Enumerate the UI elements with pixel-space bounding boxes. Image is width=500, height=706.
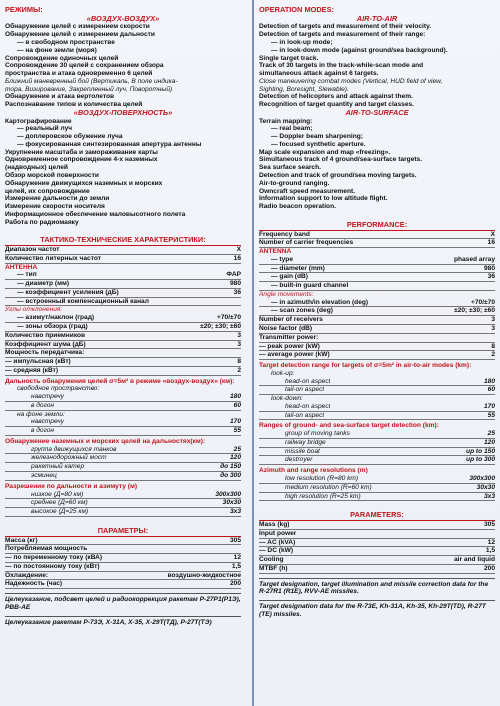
spec-value: 200: [229, 580, 241, 588]
performance-title: ТАКТИКО-ТЕХНИЧЕСКИЕ ХАРАКТЕРИСТИКИ:: [5, 236, 241, 246]
performance-title: PERFORMANCE:: [259, 221, 495, 231]
spec-value: 2: [491, 351, 495, 359]
spec-value: 300x300: [469, 474, 495, 482]
spec-label: high resolution (R=25 km): [285, 492, 361, 500]
spec-row: [5, 580, 241, 589]
spec-label: высокое (Д=25 км): [31, 508, 89, 516]
spec-value: ФАР: [226, 271, 241, 279]
spec-label: — по постоянному току (кВт): [5, 562, 100, 570]
spec-label: — по переменному току (кВА): [5, 554, 103, 562]
spec-label: — gain (dB): [271, 273, 308, 281]
spec-row: [5, 323, 241, 332]
mode-line: — in look-down mode (against ground/sea background).: [271, 46, 448, 54]
spec-label: Input power: [259, 529, 297, 537]
spec-value: 25: [233, 445, 241, 453]
spec-label: эсминец: [31, 471, 57, 479]
mode-line: — real beam;: [271, 125, 313, 133]
spec-label: — средняя (кВт): [5, 366, 59, 374]
spec-row: [5, 472, 241, 481]
spec-row: [5, 427, 241, 436]
mode-line: — in look-up mode;: [271, 39, 333, 46]
spec-value: ±20; ±30; ±60: [454, 307, 495, 315]
note-designation: Целеуказание ракетам Р-73Э, Х-31А, Х-35, Х-29Т(ТД), Р-27Т(ТЭ): [5, 616, 241, 627]
spec-row: [5, 271, 241, 280]
mode-line: — реальный луч: [17, 125, 73, 133]
mode-line: пространства и атака одновременно 6 целей: [5, 70, 153, 78]
mode-line: тора, Визирование, Закрепленный луч, Поворотный): [5, 85, 173, 93]
mode-line: Track of 30 targets in the track-while-scan mode and: [259, 62, 424, 70]
spec-row: [259, 343, 495, 352]
spec-value: 180: [483, 377, 495, 385]
spec-row: [5, 402, 241, 411]
spec-row: [5, 255, 241, 264]
mode-line: Сопровождение одиночных целей: [5, 54, 119, 62]
spec-row: [259, 493, 495, 502]
mode-line: Detection of helicopters and attack against them.: [259, 93, 413, 101]
spec-label: Frequency band: [259, 230, 310, 238]
note-designation: Целеуказание, подсвет целей и радиокоррекция ракетам Р-27Р1(Р1Э), РВВ-АЕ: [5, 593, 241, 612]
spec-row: [259, 307, 495, 316]
spec-row: [259, 530, 495, 539]
spec-row: [259, 521, 495, 530]
modes-title: РЕЖИМЫ:: [5, 5, 43, 14]
spec-value: 2: [237, 366, 241, 374]
spec-label: medium resolution (R=60 km): [285, 483, 372, 491]
spec-row: [5, 246, 241, 255]
spec-label: tail-on aspect: [285, 386, 325, 394]
spec-label: низкое (Д=80 км): [31, 490, 84, 498]
resolution-title: Azimuth and range resolutions (m): [259, 467, 368, 475]
spec-label: Number of carrier frequencies: [259, 239, 354, 247]
spec-label: Масса (кг): [5, 536, 38, 544]
russian-column: [5, 6, 241, 626]
spec-row: [5, 358, 241, 367]
spec-value: 170: [229, 418, 241, 426]
spec-label: — peak power (kW): [259, 342, 320, 350]
spec-row: [259, 475, 495, 484]
spec-row: [259, 565, 495, 574]
spec-value: 55: [233, 427, 241, 435]
mode-line: Detection of targets and measurement of their range:: [259, 31, 426, 39]
mode-line: — Doppler beam sharpening;: [271, 133, 363, 141]
spec-label: missile boat: [285, 447, 320, 455]
spec-label: группа движущихся танков: [31, 445, 117, 453]
resolution-title: Разрешение по дальности и азимуту (м): [5, 482, 138, 490]
spec-row: [5, 341, 241, 350]
ground-title: Обнаружение наземных и морских целей на дальностях(км):: [5, 437, 206, 445]
spec-label: в догон: [31, 427, 55, 435]
spec-label: Cooling: [259, 556, 284, 564]
mode-line: Owncraft speed measurement.: [259, 187, 356, 195]
spec-value: 1,5: [231, 562, 241, 570]
spec-label: destroyer: [285, 456, 313, 464]
spec-row: [5, 367, 241, 376]
spec-value: 305: [229, 536, 241, 544]
spec-label: навстречу: [31, 418, 64, 426]
spec-label: Noise factor (dB): [259, 324, 313, 332]
parameters-title: PARAMETERS:: [259, 511, 495, 521]
spec-value: 305: [483, 521, 495, 529]
range-subtitle: look-down:: [271, 395, 303, 403]
spec-label: — AC (kVA): [259, 538, 296, 546]
mode-line: Recognition of target quantity and target classes.: [259, 101, 414, 109]
spec-value: 3x3: [483, 492, 495, 500]
spec-row: [5, 545, 241, 554]
spec-value: воздушно-жидкостное: [167, 571, 241, 579]
spec-label: Диапазон частот: [5, 246, 60, 254]
spec-value: 12: [487, 538, 495, 546]
spec-row: [259, 412, 495, 421]
spec-value: 8: [237, 358, 241, 366]
mode-line: Radio beacon operation.: [259, 203, 336, 211]
spec-row: [259, 484, 495, 493]
mode-line: Работа по радиомаяку: [5, 218, 79, 226]
spec-value: 30x30: [222, 499, 241, 507]
spec-label: Number of receivers: [259, 316, 323, 324]
spec-value: 36: [487, 273, 495, 281]
spec-label: Охлаждение:: [5, 571, 49, 579]
spec-value: 200: [483, 564, 495, 572]
english-column: [259, 6, 495, 619]
spec-label: Количество приемников: [5, 331, 86, 339]
spec-row: [259, 439, 495, 448]
spec-value: 180: [229, 393, 241, 401]
note-designation: Target designation, target illumination and missile correction data for the R-27R1 (R1E), RVV-AE missiles.: [259, 578, 495, 597]
spec-row: [259, 351, 495, 360]
spec-value: 3x3: [229, 508, 241, 516]
mode-line: Обнаружение целей с измерением дальности: [5, 31, 155, 39]
spec-row: [5, 418, 241, 427]
mode-line: Обзор морской поверхности: [5, 171, 99, 179]
note-designation: Target designation data for the R-73E, Kh-31A, Kh-35, Kh-29T(TD), R-27T (TE) missiles.: [259, 600, 495, 619]
spec-value: 60: [233, 401, 241, 409]
spec-row: [259, 456, 495, 465]
spec-row: [259, 325, 495, 334]
spec-value: X: [236, 246, 241, 254]
range-title: Target detection range for targets of σ=5m² in air-to-air modes (km):: [259, 362, 472, 370]
modes-title: OPERATION MODES:: [259, 5, 335, 14]
spec-value: up to 300: [466, 456, 495, 464]
spec-value: X: [490, 230, 495, 238]
spec-row: [5, 289, 241, 298]
spec-value: 60: [487, 386, 495, 394]
spec-value: 120: [483, 438, 495, 446]
spec-label: железнодорожный мост: [31, 454, 107, 462]
mode-line: — focused synthetic aperture.: [271, 140, 366, 148]
spec-value: 55: [487, 411, 495, 419]
spec-value: 8: [491, 342, 495, 350]
mode-line: Распознавание типов и количества целей: [5, 101, 143, 109]
spec-value: 3: [491, 324, 495, 332]
spec-row: [5, 280, 241, 289]
spec-label: MTBF (h): [259, 564, 288, 572]
spec-row: [5, 499, 241, 508]
spec-label: — тип: [17, 271, 37, 279]
spec-label: group of moving tanks: [285, 430, 350, 438]
mode-line: Detection of targets and measurement of their velocity.: [259, 23, 432, 31]
mode-line: Simultaneous track of 4 ground/sea-surface targets.: [259, 156, 423, 164]
mode-line: Sighting, Boresight, Slewable).: [259, 85, 349, 93]
spec-value: ±20; ±30; ±60: [200, 322, 241, 330]
spec-value: phased array: [453, 255, 495, 263]
spec-row: [259, 265, 495, 274]
mode-line: (надводных) целей: [5, 164, 68, 172]
spec-value: 25: [487, 430, 495, 438]
spec-row: [259, 231, 495, 240]
angles-title: Углы отклонения:: [5, 306, 63, 314]
spec-label: — встроенный компенсационный канал: [17, 297, 149, 305]
spec-label: — диаметр (мм): [17, 280, 70, 288]
spec-label: railway bridge: [285, 438, 326, 446]
spec-row: [259, 556, 495, 565]
spec-row: [5, 298, 241, 307]
spec-label: — scan zones (deg): [271, 307, 333, 315]
air-to-surface-title: AIR-TO-SURFACE: [345, 107, 409, 117]
spec-row: [5, 537, 241, 546]
spec-row: [259, 273, 495, 282]
spec-value: +70/±70: [217, 314, 241, 322]
range-subtitle: на фоне земли:: [17, 410, 65, 418]
spec-row: [5, 314, 241, 323]
spec-row: [259, 386, 495, 395]
mode-line: Картографирование: [5, 117, 72, 125]
spec-row: [259, 282, 495, 291]
spec-label: — азимут/наклон (град): [17, 314, 95, 322]
spec-label: Количество литерных частот: [5, 254, 101, 262]
mode-line: Ближний маневренный бой (Вертикаль, В поле индика-: [5, 77, 178, 85]
spec-row: [259, 403, 495, 412]
mode-line: Terrain mapping:: [259, 117, 313, 125]
range-title: Дальность обнаружения целей σ=5м² в режиме «воздух-воздух» (км):: [5, 377, 235, 385]
mode-line: Обнаружение и атака вертолетов: [5, 93, 115, 101]
spec-row: [259, 256, 495, 265]
spec-label: — импульсная (кВт): [5, 358, 71, 366]
spec-row: [259, 239, 495, 248]
column-divider: [252, 0, 254, 706]
spec-row: [5, 572, 241, 581]
spec-label: навстречу: [31, 393, 64, 401]
spec-label: — in azimuth/in elevation (deg): [271, 298, 369, 306]
spec-label: — diameter (mm): [271, 264, 325, 272]
spec-value: 16: [233, 254, 241, 262]
spec-value: 300x300: [215, 490, 241, 498]
spec-value: 3: [237, 331, 241, 339]
spec-row: [259, 539, 495, 548]
mode-line: Sea surface search.: [259, 164, 321, 172]
spec-label: Transmitter power:: [259, 333, 319, 341]
spec-label: Коэффициент шума (дБ): [5, 340, 86, 348]
mode-line: Сопровождение 30 целей с сохранением обзора: [5, 62, 164, 70]
spec-value: 120: [229, 454, 241, 462]
spec-value: air and liquid: [453, 556, 495, 564]
mode-line: Измерение дальности до земли: [5, 195, 110, 203]
mode-line: Обнаружение движущихся наземных и морских: [5, 179, 163, 187]
spec-label: ракетный катер: [31, 463, 85, 471]
antenna-title: АНТЕННА: [5, 263, 38, 271]
spec-row: [5, 349, 241, 358]
mode-line: Map scale expansion and map «freezing».: [259, 148, 391, 156]
spec-value: 3: [237, 340, 241, 348]
spec-row: [259, 299, 495, 308]
mode-line: Close maneuvering combat modes (Vertical, HUD field of view,: [259, 77, 443, 85]
spec-label: — built-in guard channel: [271, 282, 349, 290]
angles-title: Angle movements:: [259, 290, 314, 298]
spec-value: 3: [491, 316, 495, 324]
spec-label: head-on aspect: [285, 377, 331, 385]
spec-label: — type: [271, 255, 293, 263]
spec-row: [259, 547, 495, 556]
spec-label: — average power (kW): [259, 351, 330, 359]
air-to-air-title: AIR-TO-AIR: [356, 13, 398, 23]
spec-label: в догон: [31, 401, 55, 409]
mode-line: — в свободном пространстве: [17, 39, 115, 46]
spec-label: Надежность (час): [5, 580, 63, 588]
spec-row: [5, 563, 241, 572]
mode-line: Information support to low altitude flight.: [259, 195, 388, 203]
spec-label: Мощность передатчика:: [5, 349, 85, 357]
spec-label: — зоны обзора (град): [17, 322, 88, 330]
spec-row: [5, 446, 241, 455]
spec-row: [259, 448, 495, 457]
antenna-title: ANTENNA: [259, 248, 292, 256]
spec-label: Mass (kg): [259, 521, 290, 529]
spec-label: — DC (kW): [259, 547, 294, 555]
mode-line: Одновременное сопровождение 4-х наземных: [5, 156, 158, 164]
mode-line: simultaneous attack against 6 targets.: [259, 70, 379, 78]
spec-row: [5, 463, 241, 472]
spec-value: до 300: [220, 471, 241, 479]
spec-label: head-on aspect: [285, 402, 331, 410]
mode-line: Укрупнение масштаба и замораживание карты: [5, 148, 158, 156]
spec-row: [259, 378, 495, 387]
spec-value: 12: [233, 554, 241, 562]
spec-value: 980: [229, 280, 241, 288]
spec-value: 170: [483, 402, 495, 410]
spec-value: 1,5: [485, 547, 495, 555]
range-subtitle: look-up:: [271, 369, 295, 377]
mode-line: Измерение скорости носителя: [5, 203, 105, 211]
spec-value: 16: [487, 239, 495, 247]
spec-label: — коэффициент усиления (дБ): [17, 288, 119, 296]
spec-label: tail-on aspect: [285, 411, 325, 419]
air-to-surface-title: «ВОЗДУХ-ПОВЕРХНОСТЬ»: [73, 107, 173, 117]
spec-row: [5, 393, 241, 402]
mode-line: — фокусированная синтезированная апертура антенны: [17, 140, 202, 148]
mode-line: — на фоне земли (моря): [17, 46, 97, 54]
spec-value: 36: [233, 288, 241, 296]
mode-line: Single target track.: [259, 54, 319, 62]
spec-row: [5, 454, 241, 463]
spec-value: 30x30: [476, 483, 495, 491]
spec-row: [5, 554, 241, 563]
mode-line: Air-to-ground ranging.: [259, 179, 330, 187]
mode-line: Информационное обеспечение маловысотного полета: [5, 210, 186, 218]
parameters-title: ПАРАМЕТРЫ:: [5, 527, 241, 537]
spec-value: up to 150: [466, 447, 495, 455]
mode-line: — доплеровское обужение луча: [17, 133, 123, 141]
spec-row: [5, 508, 241, 517]
air-to-air-title: «ВОЗДУХ-ВОЗДУХ»: [86, 13, 160, 23]
mode-line: Обнаружение целей с измерением скорости: [5, 23, 150, 31]
spec-label: среднее (Д=60 км): [31, 499, 88, 507]
spec-row: [5, 491, 241, 500]
spec-value: 980: [483, 264, 495, 272]
ground-title: Ranges of ground- and sea-surface target detection (km):: [259, 422, 439, 430]
mode-line: Detection and track of ground/sea moving targets.: [259, 171, 417, 179]
spec-row: [259, 430, 495, 439]
spec-label: low resolution (R=80 km): [285, 474, 359, 482]
spec-value: +70/±70: [471, 298, 495, 306]
spec-row: [259, 316, 495, 325]
spec-label: Потребляемая мощность: [5, 545, 88, 553]
spec-value: до 150: [220, 463, 241, 471]
range-subtitle: свободное пространство:: [17, 385, 100, 393]
spec-row: [259, 334, 495, 343]
mode-line: целей, их сопровождение: [5, 187, 90, 195]
spec-row: [5, 332, 241, 341]
